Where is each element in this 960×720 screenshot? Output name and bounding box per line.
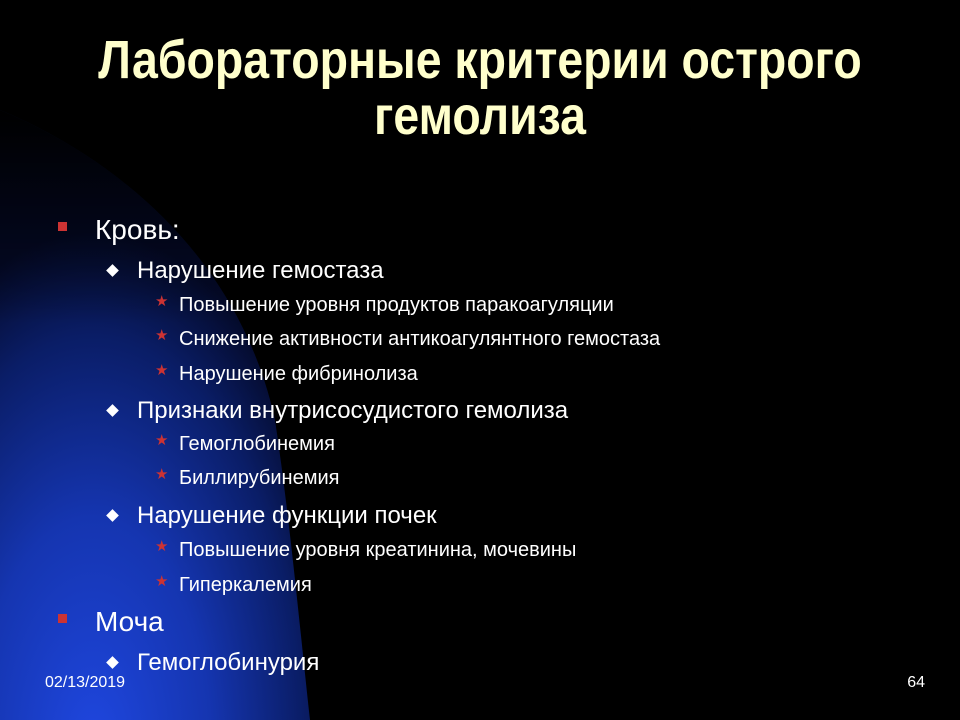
list-item-hyperkalemia — [155, 573, 312, 597]
list-item-paracoagulation — [155, 293, 614, 317]
red-star-icon: ★ — [155, 293, 169, 310]
footer-date: 02/13/2019 — [45, 674, 126, 691]
list-item-bilirubinemia — [155, 466, 340, 490]
list-item-label: Повышение уровня креатинина, мочевины — [179, 539, 577, 561]
list-item-blood — [95, 214, 180, 246]
list-item-fibrinolysis — [155, 362, 418, 386]
list-item-creatinine — [155, 538, 577, 562]
list-item-hemoglobinuria — [137, 649, 319, 677]
list-item-label: Биллирубинемия — [179, 467, 340, 489]
list-item-label: Нарушение гемостаза — [137, 257, 384, 284]
white-diamond-icon — [106, 509, 119, 522]
list-item-label: Гемоглобинурия — [137, 649, 320, 676]
list-item-kidney — [137, 502, 437, 530]
list-item-label: Повышение уровня продуктов паракоагуляции — [179, 294, 614, 316]
list-item-label: Нарушение фибринолиза — [179, 363, 418, 385]
red-star-icon: ★ — [155, 573, 169, 590]
white-diamond-icon — [106, 656, 119, 669]
list-item-anticoagulant — [155, 327, 661, 351]
white-diamond-icon — [106, 264, 119, 277]
slide-title-line-2: гемолиза — [374, 86, 586, 146]
list-item-label: Гемоглобинемия — [179, 433, 335, 455]
red-star-icon: ★ — [155, 327, 169, 344]
red-star-icon: ★ — [155, 466, 169, 483]
slide-title-line-1: Лабораторные критерии острого — [98, 30, 862, 90]
list-item-hemoglobinemia — [155, 432, 335, 456]
list-item-label: Нарушение функции почек — [137, 502, 437, 529]
footer-page-number: 64 — [907, 674, 925, 691]
red-square-icon — [58, 222, 67, 231]
list-item-hemostasis — [137, 257, 384, 285]
list-item-label: Моча — [95, 606, 164, 637]
list-item-label: Снижение активности антикоагулянтного гемостаза — [179, 328, 661, 350]
list-item-label: Кровь: — [95, 214, 180, 245]
white-diamond-icon — [106, 404, 119, 417]
list-item-urine — [95, 606, 164, 638]
list-item-label: Признаки внутрисосудистого гемолиза — [137, 397, 569, 424]
red-star-icon: ★ — [155, 432, 169, 449]
list-item-intravascular — [137, 397, 568, 425]
list-item-label: Гиперкалемия — [179, 574, 312, 596]
red-star-icon: ★ — [155, 538, 169, 555]
red-star-icon: ★ — [155, 362, 169, 379]
red-square-icon — [58, 614, 67, 623]
